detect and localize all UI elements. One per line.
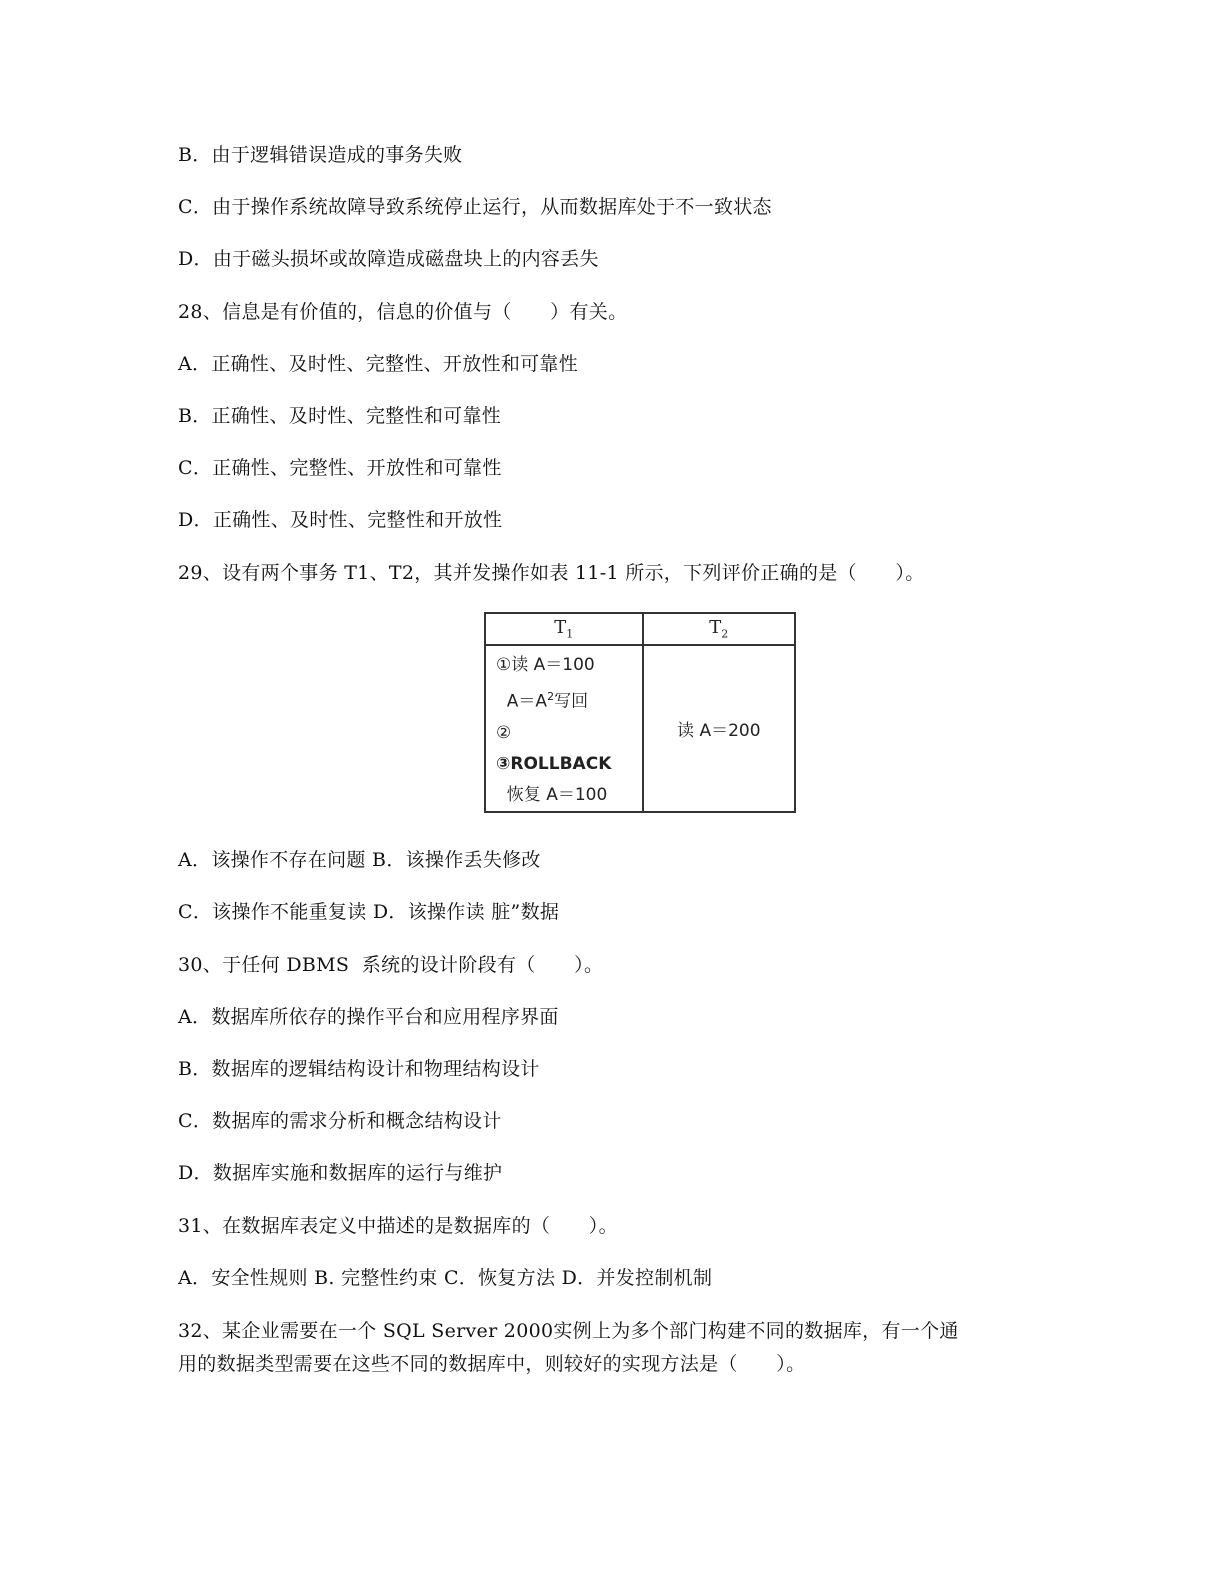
t1-operations-cell: [485, 645, 643, 812]
option-27-d: D．由于磁头损坏或故障造成磁盘块上的内容丢失: [178, 248, 599, 270]
question-31: 31、在数据库表定义中描述的是数据库的（ ）。: [178, 1215, 618, 1237]
question-32-line-1: 32、某企业需要在一个 SQL Server 2000实例上为多个部门构建不同的数据库，有一个通: [178, 1320, 959, 1342]
question-29: 29、设有两个事务 T1、T2，其并发操作如表 11-1 所示，下列评价正确的是（ ）。: [178, 562, 925, 584]
transaction-table: [484, 612, 796, 805]
t1-step-2: ②: [496, 722, 512, 743]
option-30-c: C．数据库的需求分析和概念结构设计: [178, 1110, 502, 1132]
option-28-d: D．正确性、及时性、完整性和开放性: [178, 509, 503, 531]
t2-operations-cell: [643, 645, 795, 812]
table-body-row: [485, 645, 795, 812]
option-28-c: C．正确性、完整性、开放性和可靠性: [178, 457, 502, 479]
t2-read: 读 A＝200: [677, 720, 761, 741]
option-29-cd: C．该操作不能重复读 D．该操作读 脏”数据: [178, 901, 560, 923]
t1-step-1-write: $A=A^2$写回: [496, 690, 589, 712]
options-31: A．安全性规则 B. 完整性约束 C．恢复方法 D．并发控制机制: [178, 1267, 713, 1289]
option-29-ab: A．该操作不存在问题 B．该操作丢失修改: [178, 849, 541, 871]
option-28-b: B．正确性、及时性、完整性和可靠性: [178, 405, 502, 427]
concurrency-table: [484, 612, 796, 813]
option-27-b: B．由于逻辑错误造成的事务失败: [178, 144, 463, 166]
header-t2: $T_2$: [643, 613, 795, 645]
table-header-row: [485, 613, 795, 645]
question-28: 28、信息是有价值的，信息的价值与（ ）有关。: [178, 301, 628, 323]
t1-step-1: ①读 A＝100: [496, 655, 595, 675]
option-30-a: A．数据库所依存的操作平台和应用程序界面: [178, 1006, 559, 1028]
question-30: 30、于任何 DBMS 系统的设计阶段有（ ）。: [178, 954, 604, 976]
option-28-a: A．正确性、及时性、完整性、开放性和可靠性: [178, 353, 579, 375]
question-32-line-2: 用的数据类型需要在这些不同的数据库中，则较好的实现方法是（ ）。: [178, 1353, 806, 1375]
option-30-b: B．数据库的逻辑结构设计和物理结构设计: [178, 1058, 540, 1080]
t1-step-3: ③ROLLBACK: [496, 753, 612, 774]
option-30-d: D．数据库实施和数据库的运行与维护: [178, 1162, 503, 1184]
option-27-c: C．由于操作系统故障导致系统停止运行，从而数据库处于不一致状态: [178, 196, 772, 218]
t1-step-3-restore: 恢复 A＝100: [496, 784, 608, 805]
header-t1: $T_1$: [485, 613, 643, 645]
